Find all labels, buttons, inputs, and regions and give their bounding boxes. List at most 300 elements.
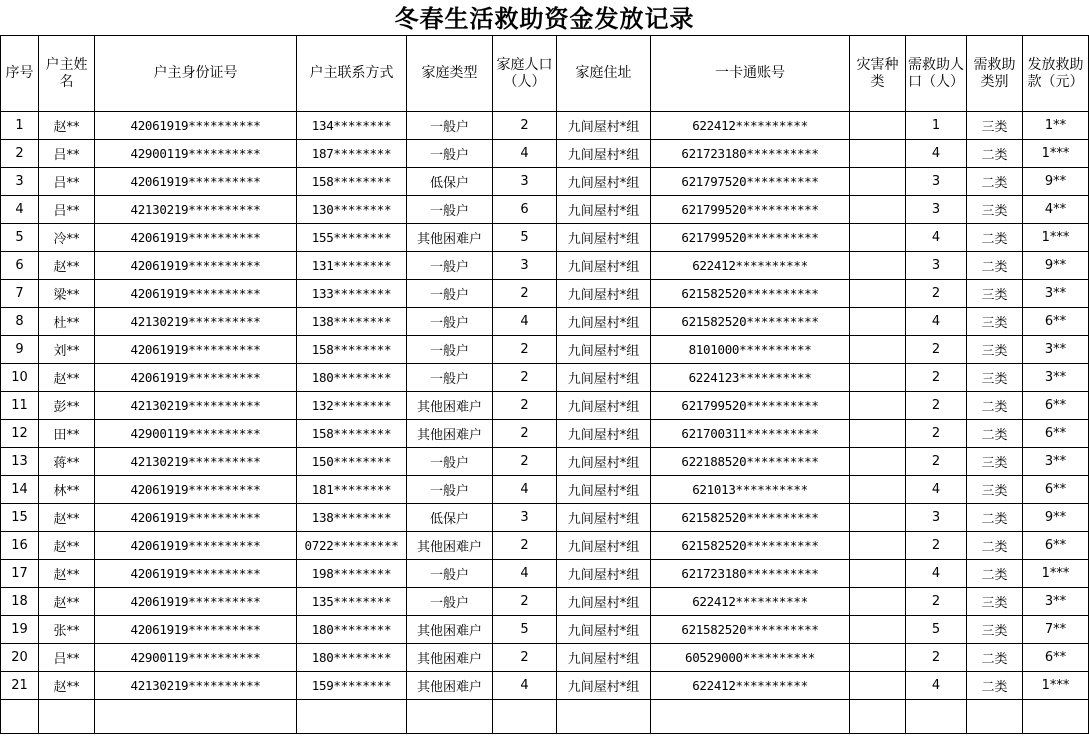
cell-card[interactable]: 621582520********** — [651, 616, 850, 644]
cell-type[interactable]: 一般户 — [407, 308, 493, 336]
cell-type[interactable]: 其他困难户 — [407, 392, 493, 420]
cell-name[interactable]: 吕** — [39, 140, 95, 168]
cell-card[interactable]: 622412********** — [651, 588, 850, 616]
cell-disaster[interactable] — [850, 140, 906, 168]
cell-type[interactable]: 其他困难户 — [407, 532, 493, 560]
table-row — [1, 168, 1089, 196]
cell-disaster[interactable] — [850, 504, 906, 532]
table-row — [1, 560, 1089, 588]
cell-id[interactable]: 42061919********** — [95, 112, 297, 140]
cell-id[interactable]: 42061919********** — [95, 560, 297, 588]
cell-seq[interactable]: 1 — [1, 112, 39, 140]
cell-need-pop[interactable]: 3 — [906, 168, 967, 196]
cell-id[interactable]: 42061919********** — [95, 224, 297, 252]
cell-need-cat[interactable]: 三类 — [967, 476, 1023, 504]
cell-need-cat[interactable]: 三类 — [967, 336, 1023, 364]
cell-need-cat[interactable]: 二类 — [967, 168, 1023, 196]
cell-type[interactable]: 其他困难户 — [407, 616, 493, 644]
table-row — [1, 252, 1089, 280]
table-row — [1, 364, 1089, 392]
cell-need-pop[interactable]: 4 — [906, 476, 967, 504]
cell-phone[interactable]: 130******** — [297, 196, 407, 224]
header-type[interactable]: 家庭类型 — [407, 36, 493, 112]
cell-need-cat[interactable]: 二类 — [967, 672, 1023, 700]
header-amount[interactable]: 发放救助款（元） — [1023, 36, 1089, 112]
cell-pop[interactable]: 2 — [493, 588, 557, 616]
cell-id[interactable]: 42061919********** — [95, 476, 297, 504]
cell-need-pop[interactable]: 2 — [906, 280, 967, 308]
cell-phone[interactable]: 158******** — [297, 336, 407, 364]
cell-card[interactable]: 621723180********** — [651, 140, 850, 168]
cell-amount[interactable]: 6** — [1023, 308, 1089, 336]
cell-addr[interactable]: 九间屋村*组 — [557, 588, 651, 616]
cell-type[interactable]: 一般户 — [407, 448, 493, 476]
cell-need-pop[interactable]: 3 — [906, 196, 967, 224]
cell-addr[interactable]: 九间屋村*组 — [557, 560, 651, 588]
cell-amount[interactable]: 9** — [1023, 252, 1089, 280]
cell-addr[interactable]: 九间屋村*组 — [557, 504, 651, 532]
cell-id[interactable]: 42130219********** — [95, 448, 297, 476]
cell-seq[interactable]: 10 — [1, 364, 39, 392]
table-row — [1, 616, 1089, 644]
empty-cell[interactable] — [39, 700, 95, 734]
cell-name[interactable]: 梁** — [39, 280, 95, 308]
cell-need-cat[interactable]: 三类 — [967, 196, 1023, 224]
cell-id[interactable]: 42061919********** — [95, 168, 297, 196]
cell-pop[interactable]: 2 — [493, 112, 557, 140]
cell-pop[interactable]: 5 — [493, 616, 557, 644]
sheet-title: 冬春生活救助资金发放记录 — [394, 5, 695, 33]
cell-type[interactable]: 一般户 — [407, 280, 493, 308]
cell-need-pop[interactable]: 4 — [906, 560, 967, 588]
cell-disaster[interactable] — [850, 616, 906, 644]
cell-name[interactable]: 赵** — [39, 112, 95, 140]
cell-need-pop[interactable]: 2 — [906, 448, 967, 476]
cell-need-pop[interactable]: 4 — [906, 672, 967, 700]
cell-disaster[interactable] — [850, 392, 906, 420]
cell-addr[interactable]: 九间屋村*组 — [557, 476, 651, 504]
cell-need-pop[interactable]: 4 — [906, 140, 967, 168]
cell-pop[interactable]: 2 — [493, 448, 557, 476]
empty-cell[interactable] — [407, 700, 493, 734]
cell-phone[interactable]: 134******** — [297, 112, 407, 140]
cell-type[interactable]: 一般户 — [407, 112, 493, 140]
empty-cell[interactable] — [850, 700, 906, 734]
header-addr[interactable]: 家庭住址 — [557, 36, 651, 112]
cell-card[interactable]: 621723180********** — [651, 560, 850, 588]
header-need-cat[interactable]: 需救助类别 — [967, 36, 1023, 112]
cell-addr[interactable]: 九间屋村*组 — [557, 140, 651, 168]
cell-seq[interactable]: 18 — [1, 588, 39, 616]
cell-seq[interactable]: 21 — [1, 672, 39, 700]
cell-seq[interactable]: 7 — [1, 280, 39, 308]
cell-name[interactable]: 赵** — [39, 588, 95, 616]
cell-need-cat[interactable]: 二类 — [967, 532, 1023, 560]
cell-amount[interactable]: 6** — [1023, 532, 1089, 560]
header-disaster[interactable]: 灾害种类 — [850, 36, 906, 112]
cell-type[interactable]: 其他困难户 — [407, 672, 493, 700]
cell-amount[interactable]: 1*** — [1023, 224, 1089, 252]
cell-phone[interactable]: 181******** — [297, 476, 407, 504]
cell-need-cat[interactable]: 二类 — [967, 644, 1023, 672]
cell-name[interactable]: 吕** — [39, 644, 95, 672]
cell-id[interactable]: 42061919********** — [95, 364, 297, 392]
cell-card[interactable]: 621013********** — [651, 476, 850, 504]
cell-need-pop[interactable]: 1 — [906, 112, 967, 140]
empty-cell[interactable] — [297, 700, 407, 734]
cell-phone[interactable]: 158******** — [297, 168, 407, 196]
cell-type[interactable]: 其他困难户 — [407, 644, 493, 672]
cell-disaster[interactable] — [850, 532, 906, 560]
cell-phone[interactable]: 180******** — [297, 616, 407, 644]
cell-seq[interactable]: 2 — [1, 140, 39, 168]
cell-pop[interactable]: 6 — [493, 196, 557, 224]
cell-pop[interactable]: 3 — [493, 168, 557, 196]
cell-seq[interactable]: 19 — [1, 616, 39, 644]
cell-disaster[interactable] — [850, 252, 906, 280]
cell-phone[interactable]: 198******** — [297, 560, 407, 588]
header-id[interactable]: 户主身份证号 — [95, 36, 297, 112]
cell-type[interactable]: 一般户 — [407, 196, 493, 224]
cell-seq[interactable]: 17 — [1, 560, 39, 588]
cell-name[interactable]: 吕** — [39, 168, 95, 196]
cell-card[interactable]: 622188520********** — [651, 448, 850, 476]
cell-addr[interactable]: 九间屋村*组 — [557, 280, 651, 308]
cell-need-cat[interactable]: 三类 — [967, 112, 1023, 140]
table-row — [1, 392, 1089, 420]
cell-disaster[interactable] — [850, 588, 906, 616]
cell-type[interactable]: 其他困难户 — [407, 224, 493, 252]
cell-need-cat[interactable]: 二类 — [967, 392, 1023, 420]
cell-id[interactable]: 42061919********** — [95, 280, 297, 308]
cell-amount[interactable]: 6** — [1023, 392, 1089, 420]
cell-need-cat[interactable]: 二类 — [967, 504, 1023, 532]
cell-addr[interactable]: 九间屋村*组 — [557, 392, 651, 420]
cell-id[interactable]: 42061919********** — [95, 336, 297, 364]
empty-row — [1, 700, 1089, 734]
cell-need-pop[interactable]: 3 — [906, 504, 967, 532]
cell-name[interactable]: 吕** — [39, 196, 95, 224]
cell-card[interactable]: 621799520********** — [651, 196, 850, 224]
cell-card[interactable]: 621799520********** — [651, 224, 850, 252]
cell-amount[interactable]: 4** — [1023, 196, 1089, 224]
cell-name[interactable]: 蒋** — [39, 448, 95, 476]
cell-need-pop[interactable]: 3 — [906, 252, 967, 280]
cell-need-pop[interactable]: 2 — [906, 364, 967, 392]
cell-need-pop[interactable]: 2 — [906, 588, 967, 616]
cell-card[interactable]: 621799520********** — [651, 392, 850, 420]
table-row — [1, 140, 1089, 168]
cell-pop[interactable]: 4 — [493, 308, 557, 336]
cell-need-cat[interactable]: 二类 — [967, 420, 1023, 448]
cell-seq[interactable]: 16 — [1, 532, 39, 560]
cell-phone[interactable]: 0722********* — [297, 532, 407, 560]
cell-pop[interactable]: 2 — [493, 280, 557, 308]
cell-card[interactable]: 8101000********** — [651, 336, 850, 364]
cell-disaster[interactable] — [850, 112, 906, 140]
cell-amount[interactable]: 1** — [1023, 112, 1089, 140]
cell-need-pop[interactable]: 5 — [906, 616, 967, 644]
cell-pop[interactable]: 2 — [493, 392, 557, 420]
table-row — [1, 336, 1089, 364]
cell-pop[interactable]: 4 — [493, 672, 557, 700]
cell-pop[interactable]: 4 — [493, 560, 557, 588]
cell-name[interactable]: 赵** — [39, 532, 95, 560]
cell-card[interactable]: 621582520********** — [651, 532, 850, 560]
cell-card[interactable]: 621582520********** — [651, 280, 850, 308]
empty-cell[interactable] — [1, 700, 39, 734]
cell-id[interactable]: 42130219********** — [95, 308, 297, 336]
cell-amount[interactable]: 9** — [1023, 168, 1089, 196]
cell-phone[interactable]: 133******** — [297, 280, 407, 308]
header-card[interactable]: 一卡通账号 — [651, 36, 850, 112]
table-row — [1, 224, 1089, 252]
cell-name[interactable]: 赵** — [39, 504, 95, 532]
cell-disaster[interactable] — [850, 476, 906, 504]
cell-name[interactable]: 冷** — [39, 224, 95, 252]
cell-type[interactable]: 一般户 — [407, 588, 493, 616]
cell-type[interactable]: 其他困难户 — [407, 420, 493, 448]
cell-id[interactable]: 42900119********** — [95, 420, 297, 448]
cell-disaster[interactable] — [850, 336, 906, 364]
cell-seq[interactable]: 15 — [1, 504, 39, 532]
cell-id[interactable]: 42061919********** — [95, 616, 297, 644]
cell-card[interactable]: 621797520********** — [651, 168, 850, 196]
cell-disaster[interactable] — [850, 420, 906, 448]
relief-table — [0, 35, 1089, 734]
cell-card[interactable]: 621700311********** — [651, 420, 850, 448]
cell-addr[interactable]: 九间屋村*组 — [557, 112, 651, 140]
cell-need-pop[interactable]: 2 — [906, 532, 967, 560]
cell-type[interactable]: 一般户 — [407, 560, 493, 588]
cell-seq[interactable]: 5 — [1, 224, 39, 252]
cell-card[interactable]: 60529000********** — [651, 644, 850, 672]
cell-amount[interactable]: 3** — [1023, 364, 1089, 392]
empty-cell[interactable] — [493, 700, 557, 734]
cell-pop[interactable]: 2 — [493, 644, 557, 672]
cell-id[interactable]: 42130219********** — [95, 672, 297, 700]
table-row — [1, 504, 1089, 532]
cell-need-pop[interactable]: 2 — [906, 336, 967, 364]
cell-addr[interactable]: 九间屋村*组 — [557, 532, 651, 560]
cell-card[interactable]: 622412********** — [651, 252, 850, 280]
cell-seq[interactable]: 4 — [1, 196, 39, 224]
cell-amount[interactable]: 3** — [1023, 448, 1089, 476]
cell-addr[interactable]: 九间屋村*组 — [557, 308, 651, 336]
cell-name[interactable]: 林** — [39, 476, 95, 504]
cell-need-cat[interactable]: 二类 — [967, 224, 1023, 252]
table-row — [1, 532, 1089, 560]
cell-phone[interactable]: 138******** — [297, 504, 407, 532]
cell-amount[interactable]: 3** — [1023, 588, 1089, 616]
cell-id[interactable]: 42900119********** — [95, 644, 297, 672]
cell-need-cat[interactable]: 二类 — [967, 140, 1023, 168]
cell-amount[interactable]: 3** — [1023, 280, 1089, 308]
table-row — [1, 672, 1089, 700]
table-row — [1, 280, 1089, 308]
cell-phone[interactable]: 180******** — [297, 364, 407, 392]
cell-amount[interactable]: 1*** — [1023, 672, 1089, 700]
table-row — [1, 644, 1089, 672]
cell-amount[interactable]: 1*** — [1023, 140, 1089, 168]
cell-name[interactable]: 张** — [39, 616, 95, 644]
cell-disaster[interactable] — [850, 644, 906, 672]
cell-name[interactable]: 刘** — [39, 336, 95, 364]
cell-pop[interactable]: 2 — [493, 532, 557, 560]
cell-disaster[interactable] — [850, 448, 906, 476]
cell-disaster[interactable] — [850, 168, 906, 196]
cell-need-pop[interactable]: 4 — [906, 308, 967, 336]
cell-pop[interactable]: 3 — [493, 504, 557, 532]
cell-addr[interactable]: 九间屋村*组 — [557, 672, 651, 700]
cell-addr[interactable]: 九间屋村*组 — [557, 448, 651, 476]
cell-need-cat[interactable]: 三类 — [967, 364, 1023, 392]
empty-cell[interactable] — [557, 700, 651, 734]
cell-disaster[interactable] — [850, 280, 906, 308]
header-pop[interactable]: 家庭人口（人） — [493, 36, 557, 112]
cell-addr[interactable]: 九间屋村*组 — [557, 168, 651, 196]
cell-card[interactable]: 622412********** — [651, 112, 850, 140]
header-seq[interactable]: 序号 — [1, 36, 39, 112]
cell-type[interactable]: 一般户 — [407, 336, 493, 364]
cell-phone[interactable]: 150******** — [297, 448, 407, 476]
table-row — [1, 476, 1089, 504]
cell-id[interactable]: 42061919********** — [95, 252, 297, 280]
cell-amount[interactable]: 6** — [1023, 420, 1089, 448]
empty-cell[interactable] — [1023, 700, 1089, 734]
cell-need-cat[interactable]: 二类 — [967, 560, 1023, 588]
cell-phone[interactable]: 135******** — [297, 588, 407, 616]
cell-seq[interactable]: 11 — [1, 392, 39, 420]
header-need-pop[interactable]: 需救助人口（人） — [906, 36, 967, 112]
cell-type[interactable]: 一般户 — [407, 252, 493, 280]
cell-card[interactable]: 621582520********** — [651, 308, 850, 336]
table-row — [1, 448, 1089, 476]
cell-phone[interactable]: 138******** — [297, 308, 407, 336]
cell-type[interactable]: 一般户 — [407, 140, 493, 168]
cell-pop[interactable]: 2 — [493, 364, 557, 392]
cell-addr[interactable]: 九间屋村*组 — [557, 616, 651, 644]
cell-need-cat[interactable]: 三类 — [967, 448, 1023, 476]
table-row — [1, 588, 1089, 616]
cell-phone[interactable]: 187******** — [297, 140, 407, 168]
cell-card[interactable]: 622412********** — [651, 672, 850, 700]
cell-phone[interactable]: 159******** — [297, 672, 407, 700]
cell-card[interactable]: 621582520********** — [651, 504, 850, 532]
cell-seq[interactable]: 9 — [1, 336, 39, 364]
cell-name[interactable]: 赵** — [39, 364, 95, 392]
cell-seq[interactable]: 14 — [1, 476, 39, 504]
cell-amount[interactable]: 9** — [1023, 504, 1089, 532]
cell-id[interactable]: 42061919********** — [95, 504, 297, 532]
cell-phone[interactable]: 131******** — [297, 252, 407, 280]
cell-need-pop[interactable]: 2 — [906, 644, 967, 672]
cell-id[interactable]: 42130219********** — [95, 196, 297, 224]
empty-cell[interactable] — [967, 700, 1023, 734]
cell-card[interactable]: 6224123********** — [651, 364, 850, 392]
cell-phone[interactable]: 132******** — [297, 392, 407, 420]
cell-addr[interactable]: 九间屋村*组 — [557, 364, 651, 392]
cell-need-cat[interactable]: 三类 — [967, 588, 1023, 616]
cell-need-cat[interactable]: 三类 — [967, 308, 1023, 336]
cell-disaster[interactable] — [850, 196, 906, 224]
cell-name[interactable]: 赵** — [39, 672, 95, 700]
cell-amount[interactable]: 6** — [1023, 476, 1089, 504]
cell-addr[interactable]: 九间屋村*组 — [557, 224, 651, 252]
cell-id[interactable]: 42130219********** — [95, 392, 297, 420]
cell-id[interactable]: 42061919********** — [95, 588, 297, 616]
table-row — [1, 420, 1089, 448]
cell-pop[interactable]: 5 — [493, 224, 557, 252]
header-name[interactable]: 户主姓名 — [39, 36, 95, 112]
empty-cell[interactable] — [651, 700, 850, 734]
cell-type[interactable]: 低保户 — [407, 168, 493, 196]
cell-phone[interactable]: 155******** — [297, 224, 407, 252]
cell-seq[interactable]: 13 — [1, 448, 39, 476]
cell-seq[interactable]: 12 — [1, 420, 39, 448]
cell-disaster[interactable] — [850, 364, 906, 392]
cell-type[interactable]: 低保户 — [407, 504, 493, 532]
cell-seq[interactable]: 20 — [1, 644, 39, 672]
empty-cell[interactable] — [906, 700, 967, 734]
cell-id[interactable]: 42061919********** — [95, 532, 297, 560]
cell-pop[interactable]: 2 — [493, 336, 557, 364]
cell-need-pop[interactable]: 2 — [906, 420, 967, 448]
cell-phone[interactable]: 180******** — [297, 644, 407, 672]
cell-need-pop[interactable]: 4 — [906, 224, 967, 252]
cell-addr[interactable]: 九间屋村*组 — [557, 196, 651, 224]
cell-type[interactable]: 一般户 — [407, 476, 493, 504]
cell-pop[interactable]: 3 — [493, 252, 557, 280]
cell-amount[interactable]: 1*** — [1023, 560, 1089, 588]
cell-need-cat[interactable]: 二类 — [967, 252, 1023, 280]
cell-need-cat[interactable]: 三类 — [967, 616, 1023, 644]
cell-amount[interactable]: 3** — [1023, 336, 1089, 364]
cell-addr[interactable]: 九间屋村*组 — [557, 644, 651, 672]
header-phone[interactable]: 户主联系方式 — [297, 36, 407, 112]
cell-need-pop[interactable]: 2 — [906, 392, 967, 420]
empty-cell[interactable] — [95, 700, 297, 734]
cell-pop[interactable]: 2 — [493, 420, 557, 448]
cell-amount[interactable]: 6** — [1023, 644, 1089, 672]
cell-name[interactable]: 彭** — [39, 392, 95, 420]
cell-disaster[interactable] — [850, 672, 906, 700]
cell-amount[interactable]: 7** — [1023, 616, 1089, 644]
cell-type[interactable]: 一般户 — [407, 364, 493, 392]
cell-disaster[interactable] — [850, 308, 906, 336]
cell-name[interactable]: 赵** — [39, 560, 95, 588]
cell-name[interactable]: 赵** — [39, 252, 95, 280]
cell-addr[interactable]: 九间屋村*组 — [557, 252, 651, 280]
cell-disaster[interactable] — [850, 224, 906, 252]
cell-disaster[interactable] — [850, 560, 906, 588]
table-row — [1, 308, 1089, 336]
table-row — [1, 196, 1089, 224]
cell-id[interactable]: 42900119********** — [95, 140, 297, 168]
cell-name[interactable]: 杜** — [39, 308, 95, 336]
cell-pop[interactable]: 4 — [493, 140, 557, 168]
cell-name[interactable]: 田** — [39, 420, 95, 448]
cell-need-cat[interactable]: 三类 — [967, 280, 1023, 308]
cell-addr[interactable]: 九间屋村*组 — [557, 420, 651, 448]
cell-seq[interactable]: 6 — [1, 252, 39, 280]
cell-addr[interactable]: 九间屋村*组 — [557, 336, 651, 364]
cell-pop[interactable]: 4 — [493, 476, 557, 504]
header-row — [1, 36, 1089, 112]
cell-seq[interactable]: 3 — [1, 168, 39, 196]
cell-seq[interactable]: 8 — [1, 308, 39, 336]
cell-phone[interactable]: 158******** — [297, 420, 407, 448]
